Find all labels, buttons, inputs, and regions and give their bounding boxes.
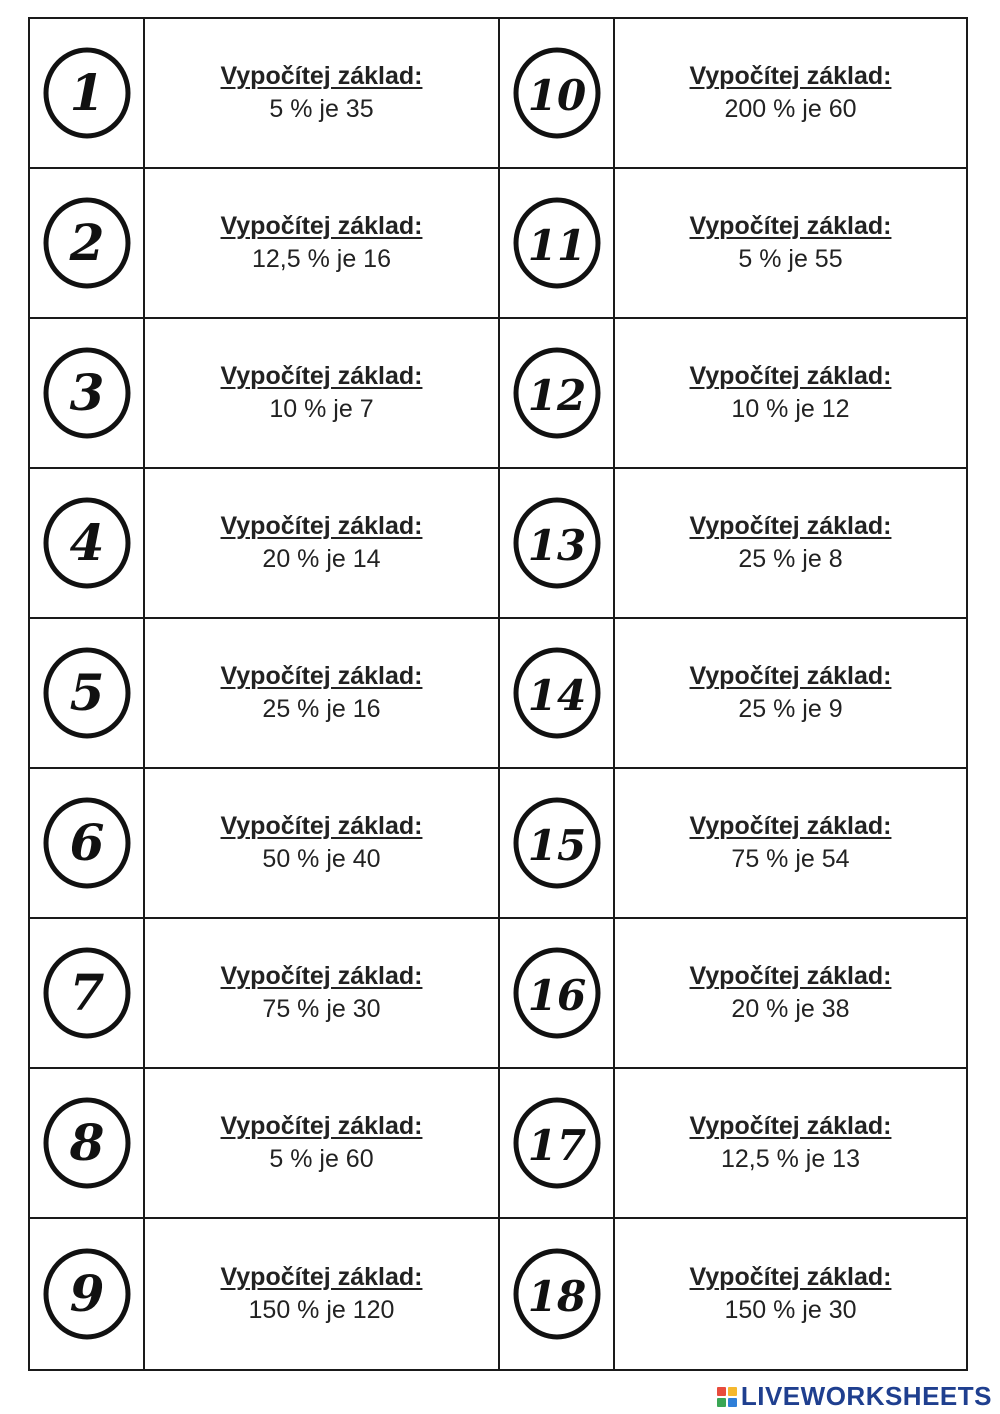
task-expression: 25 % je 9 [738, 695, 843, 723]
task-number-cell [30, 1069, 145, 1219]
task-expression: 10 % je 12 [731, 395, 850, 423]
task-number: 16 [527, 971, 586, 1020]
task-cell [615, 319, 966, 469]
task-number: 10 [527, 71, 586, 120]
task-number-cell [500, 769, 615, 919]
task-number: 4 [69, 513, 104, 572]
task-cell [615, 469, 966, 619]
task-expression: 200 % je 60 [724, 95, 857, 123]
task-number-cell [30, 169, 145, 319]
logo-square-2 [728, 1387, 737, 1396]
task-number-cell [500, 19, 615, 169]
task-number-cell [500, 619, 615, 769]
task-title: Vypočítej základ: [689, 811, 892, 840]
circled-number-icon [509, 343, 605, 443]
task-number: 14 [527, 671, 586, 720]
logo-square-4 [728, 1398, 737, 1407]
task-expression: 10 % je 7 [269, 395, 374, 423]
circled-number-icon [39, 193, 135, 293]
circled-number-icon [39, 1244, 135, 1344]
task-number-cell [30, 769, 145, 919]
task-title: Vypočítej základ: [220, 811, 423, 840]
circled-number-icon [39, 793, 135, 893]
logo-square-3 [717, 1398, 726, 1407]
task-number-cell [30, 469, 145, 619]
task-number-cell [500, 169, 615, 319]
brand-text: LIVEWORKSHEETS [740, 1381, 992, 1411]
task-cell [615, 169, 966, 319]
task-cell [145, 769, 500, 919]
circled-number-icon [39, 493, 135, 593]
task-number-cell [30, 319, 145, 469]
task-expression: 5 % je 35 [269, 95, 374, 123]
liveworksheets-logo-icon [717, 1387, 737, 1407]
circled-number-icon [509, 493, 605, 593]
logo-square-1 [717, 1387, 726, 1396]
task-number-cell [30, 619, 145, 769]
task-title: Vypočítej základ: [220, 1111, 423, 1140]
task-cell [615, 769, 966, 919]
task-expression: 75 % je 30 [262, 995, 381, 1023]
task-number-cell [500, 469, 615, 619]
task-title: Vypočítej základ: [689, 511, 892, 540]
task-cell [145, 919, 500, 1069]
circled-number-icon [39, 643, 135, 743]
task-number: 3 [69, 363, 104, 422]
task-title: Vypočítej základ: [689, 211, 892, 240]
task-expression: 150 % je 120 [248, 1296, 395, 1324]
task-title: Vypočítej základ: [689, 61, 892, 90]
task-number-cell [500, 1219, 615, 1369]
task-cell [145, 1219, 500, 1369]
task-expression: 12,5 % je 16 [252, 245, 391, 273]
task-number: 18 [527, 1272, 586, 1321]
task-expression: 50 % je 40 [262, 845, 381, 873]
task-title: Vypočítej základ: [220, 661, 423, 690]
task-cell [145, 19, 500, 169]
circled-number-icon [39, 43, 135, 143]
task-number: 7 [69, 963, 104, 1022]
task-number: 6 [69, 813, 104, 872]
task-title: Vypočítej základ: [220, 61, 423, 90]
task-expression: 75 % je 54 [731, 845, 850, 873]
circled-number-icon [39, 1093, 135, 1193]
task-expression: 150 % je 30 [724, 1296, 857, 1324]
circled-number-icon [39, 343, 135, 443]
task-number: 9 [69, 1264, 104, 1323]
task-number: 15 [527, 821, 586, 870]
task-number: 17 [527, 1121, 586, 1170]
task-number-cell [500, 1069, 615, 1219]
task-title: Vypočítej základ: [220, 211, 423, 240]
task-cell [615, 919, 966, 1069]
task-expression: 5 % je 55 [738, 245, 843, 273]
circled-number-icon [509, 1244, 605, 1344]
task-number: 8 [69, 1113, 104, 1172]
worksheet-grid [28, 17, 968, 1371]
circled-number-icon [509, 43, 605, 143]
task-expression: 20 % je 14 [262, 545, 381, 573]
task-number: 5 [69, 663, 104, 722]
circled-number-icon [39, 943, 135, 1043]
circled-number-icon [509, 943, 605, 1043]
task-cell [615, 1219, 966, 1369]
task-title: Vypočítej základ: [689, 961, 892, 990]
task-number-cell [30, 19, 145, 169]
task-cell [145, 469, 500, 619]
task-number-cell [500, 319, 615, 469]
circled-number-icon [509, 643, 605, 743]
task-number: 11 [527, 221, 586, 270]
task-title: Vypočítej základ: [689, 661, 892, 690]
task-title: Vypočítej základ: [220, 361, 423, 390]
task-number-cell [500, 919, 615, 1069]
task-expression: 25 % je 8 [738, 545, 843, 573]
circled-number-icon [509, 793, 605, 893]
task-expression: 25 % je 16 [262, 695, 381, 723]
task-number: 1 [69, 63, 104, 122]
task-cell [615, 1069, 966, 1219]
task-number: 12 [527, 371, 586, 420]
task-cell [145, 319, 500, 469]
task-cell [145, 169, 500, 319]
liveworksheets-brand [717, 1381, 992, 1412]
task-title: Vypočítej základ: [220, 961, 423, 990]
task-number-cell [30, 1219, 145, 1369]
task-number: 13 [527, 521, 586, 570]
task-expression: 20 % je 38 [731, 995, 850, 1023]
task-cell [615, 19, 966, 169]
task-title: Vypočítej základ: [689, 361, 892, 390]
task-title: Vypočítej základ: [689, 1262, 892, 1291]
task-title: Vypočítej základ: [220, 1262, 423, 1291]
circled-number-icon [509, 1093, 605, 1193]
circled-number-icon [509, 193, 605, 293]
task-expression: 12,5 % je 13 [721, 1145, 860, 1173]
task-expression: 5 % je 60 [269, 1145, 374, 1173]
task-title: Vypočítej základ: [689, 1111, 892, 1140]
task-cell [145, 1069, 500, 1219]
task-number-cell [30, 919, 145, 1069]
task-cell [145, 619, 500, 769]
task-number: 2 [69, 213, 104, 272]
task-cell [615, 619, 966, 769]
task-title: Vypočítej základ: [220, 511, 423, 540]
